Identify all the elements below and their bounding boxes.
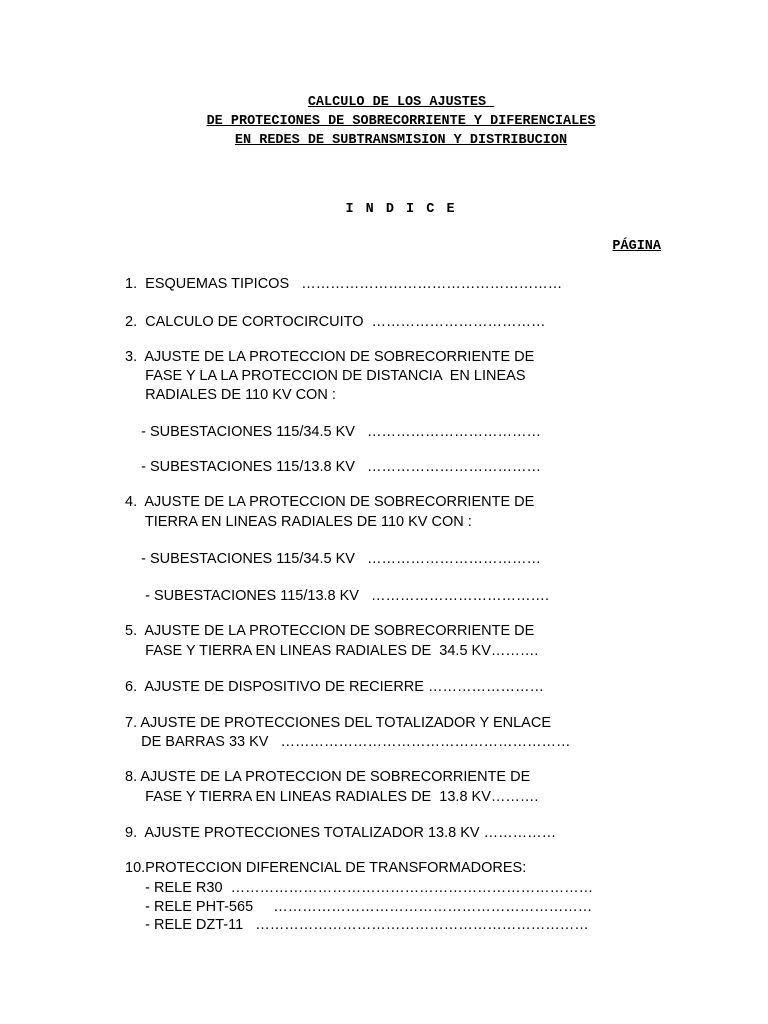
title-line-3: EN REDES DE SUBTRANSMISION Y DISTRIBUCION <box>234 133 568 148</box>
index-entry-10-sub-3: - RELE DZT-11 …………………………………………………………… <box>125 917 589 933</box>
index-entry-6: 6. AJUSTE DE DISPOSITIVO DE RECIERRE …………………… <box>125 679 544 695</box>
index-entry-10-sub-1: - RELE R30 ………………………………………………………………… <box>125 880 594 896</box>
index-entry-3-line-1: 3. AJUSTE DE LA PROTECCION DE SOBRECORRIENTE DE <box>125 349 535 365</box>
index-entry-3-line-2: FASE Y LA LA PROTECCION DE DISTANCIA EN LINEAS <box>125 368 526 384</box>
index-entry-5-line-1: 5. AJUSTE DE LA PROTECCION DE SOBRECORRIENTE DE <box>125 623 535 639</box>
title-line-2: DE PROTECIONES DE SOBRECORRIENTE Y DIFERENCIALES <box>206 114 596 129</box>
index-entry-4-sub-1: - SUBESTACIONES 115/34.5 KV ……………………………… <box>125 551 542 567</box>
index-entry-3-sub-2: - SUBESTACIONES 115/13.8 KV ……………………………… <box>125 459 542 475</box>
index-entry-8-line-2: FASE Y TIERRA EN LINEAS RADIALES DE 13.8 KV………. <box>125 789 539 805</box>
index-entry-8-line-1: 8. AJUSTE DE LA PROTECCION DE SOBRECORRIENTE DE <box>125 769 531 785</box>
index-entry-5-line-2: FASE Y TIERRA EN LINEAS RADIALES DE 34.5 KV………. <box>125 643 539 659</box>
index-entry-1: 1. ESQUEMAS TIPICOS ……………………………………………… <box>125 276 563 292</box>
title-line-1: CALCULO DE LOS AJUSTES <box>307 95 495 110</box>
pagina-column-header: PÁGINA <box>612 239 661 254</box>
index-entry-9: 9. AJUSTE PROTECCIONES TOTALIZADOR 13.8 KV …………… <box>125 825 557 841</box>
index-entry-3-sub-1: - SUBESTACIONES 115/34.5 KV ……………………………… <box>125 424 542 440</box>
index-entry-3-line-3: RADIALES DE 110 KV CON : <box>125 387 336 403</box>
index-entry-7-line-2: DE BARRAS 33 KV …………………………………………………… <box>125 734 571 750</box>
index-entry-2: 2. CALCULO DE CORTOCIRCUITO ……………………………… <box>125 314 546 330</box>
index-entry-10-sub-2: - RELE PHT-565 ………………………………………………………… <box>125 899 593 915</box>
index-entry-4-line-2: TIERRA EN LINEAS RADIALES DE 110 KV CON : <box>125 514 472 530</box>
index-entry-7-line-1: 7. AJUSTE DE PROTECCIONES DEL TOTALIZADOR Y ENLACE <box>125 715 551 731</box>
index-entry-4-sub-2: - SUBESTACIONES 115/13.8 KV ………………………………. <box>125 588 550 604</box>
index-entry-10: 10.PROTECCION DIFERENCIAL DE TRANSFORMADORES: <box>125 860 527 876</box>
index-entry-4-line-1: 4. AJUSTE DE LA PROTECCION DE SOBRECORRIENTE DE <box>125 494 535 510</box>
indice-heading: I N D I C E <box>345 202 457 217</box>
